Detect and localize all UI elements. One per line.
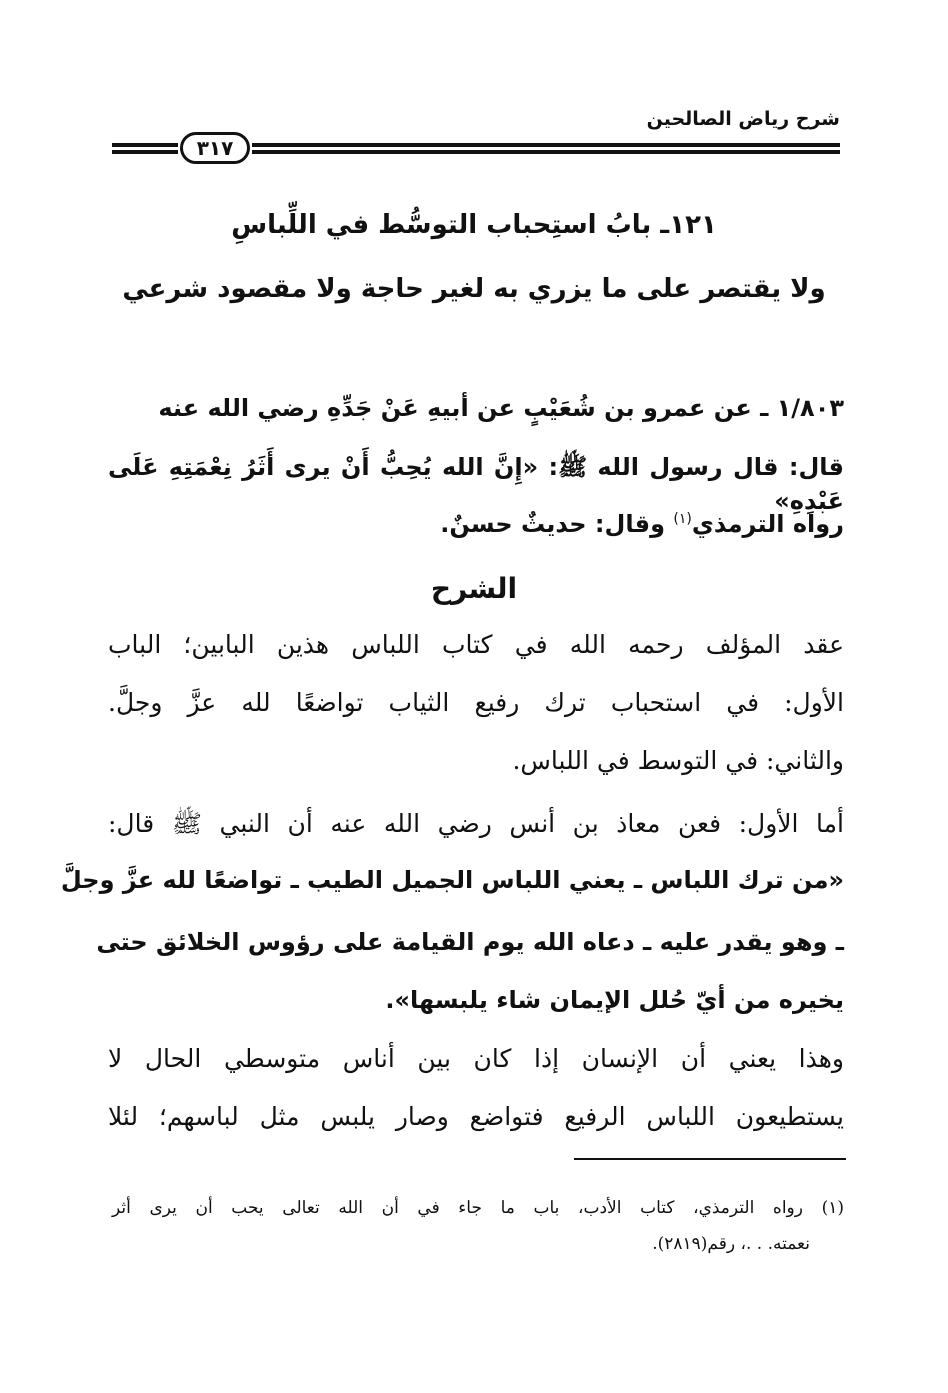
header-rule-left [112, 143, 178, 154]
commentary-quote-line: «من ترك اللباس ـ يعني اللباس الجميل الطيب ـ تواضعًا لله عزَّ وجلَّ [60, 866, 844, 894]
commentary-quote-line: ـ وهو يقدر عليه ـ دعاه الله يوم القيامة على رؤوس الخلائق حتى [96, 928, 844, 956]
header-rule-right [252, 143, 840, 154]
hadith-source: رواه الترمذي [691, 510, 844, 538]
hadith-grading: وقال: حديثٌ حسنٌ. [440, 510, 674, 538]
footnote-separator [574, 1158, 846, 1160]
chapter-subtitle: ولا يقتصر على ما يزري به لغير حاجة ولا مقصود شرعي [122, 274, 826, 304]
hadith-line-1: ١/٨٠٣ ـ عن عمرو بن شُعَيْبٍ عن أبيهِ عَنْ جَدِّهِ رضي الله عنه [158, 394, 844, 422]
running-header-title: شرح رياض الصالحين [646, 108, 840, 130]
commentary-line: والثاني: في التوسط في اللباس. [512, 746, 844, 775]
commentary-line: وهذا يعني أن الإنسان إذا كان بين أناس متوسطي الحال لا [108, 1044, 844, 1073]
header-rule [112, 132, 840, 166]
hadith-line-3 [108, 510, 844, 538]
page-number: ٣١٧ [180, 132, 250, 164]
commentary-line: أما الأول: فعن معاذ بن أنس رضي الله عنه أن النبي ﷺ قال: [108, 809, 844, 838]
chapter-title: ١٢١ـ بابُ استِحباب التوسُّط في اللِّباسِ [231, 210, 717, 240]
hadith-line-2: قال: قال رسول الله ﷺ: «إِنَّ الله يُحِبُّ أَنْ يرى أَثَرُ نِعْمَتِهِ عَلَى عَبْدِهِ» [108, 453, 844, 515]
footnote-line-1: (١) رواه الترمذي، كتاب الأدب، باب ما جاء في أن الله تعالى يحب أن يرى أثر [112, 1198, 844, 1218]
commentary-quote-line: يخيره من أيّ حُلل الإيمان شاء يلبسها». [385, 986, 844, 1014]
footnote-line-2: نعمته. . .، رقم(٢٨١٩). [652, 1234, 810, 1254]
commentary-title: الشرح [430, 572, 518, 605]
commentary-line: عقد المؤلف رحمه الله في كتاب اللباس هذين البابين؛ الباب [108, 630, 844, 659]
commentary-line: الأول: في استحباب ترك رفيع الثياب تواضعًا لله عزَّ وجلَّ. [108, 688, 844, 717]
footnote-reference: (١) [673, 511, 692, 527]
commentary-line: يستطيعون اللباس الرفيع فتواضع وصار يلبس مثل لباسهم؛ لئلا [108, 1102, 844, 1131]
